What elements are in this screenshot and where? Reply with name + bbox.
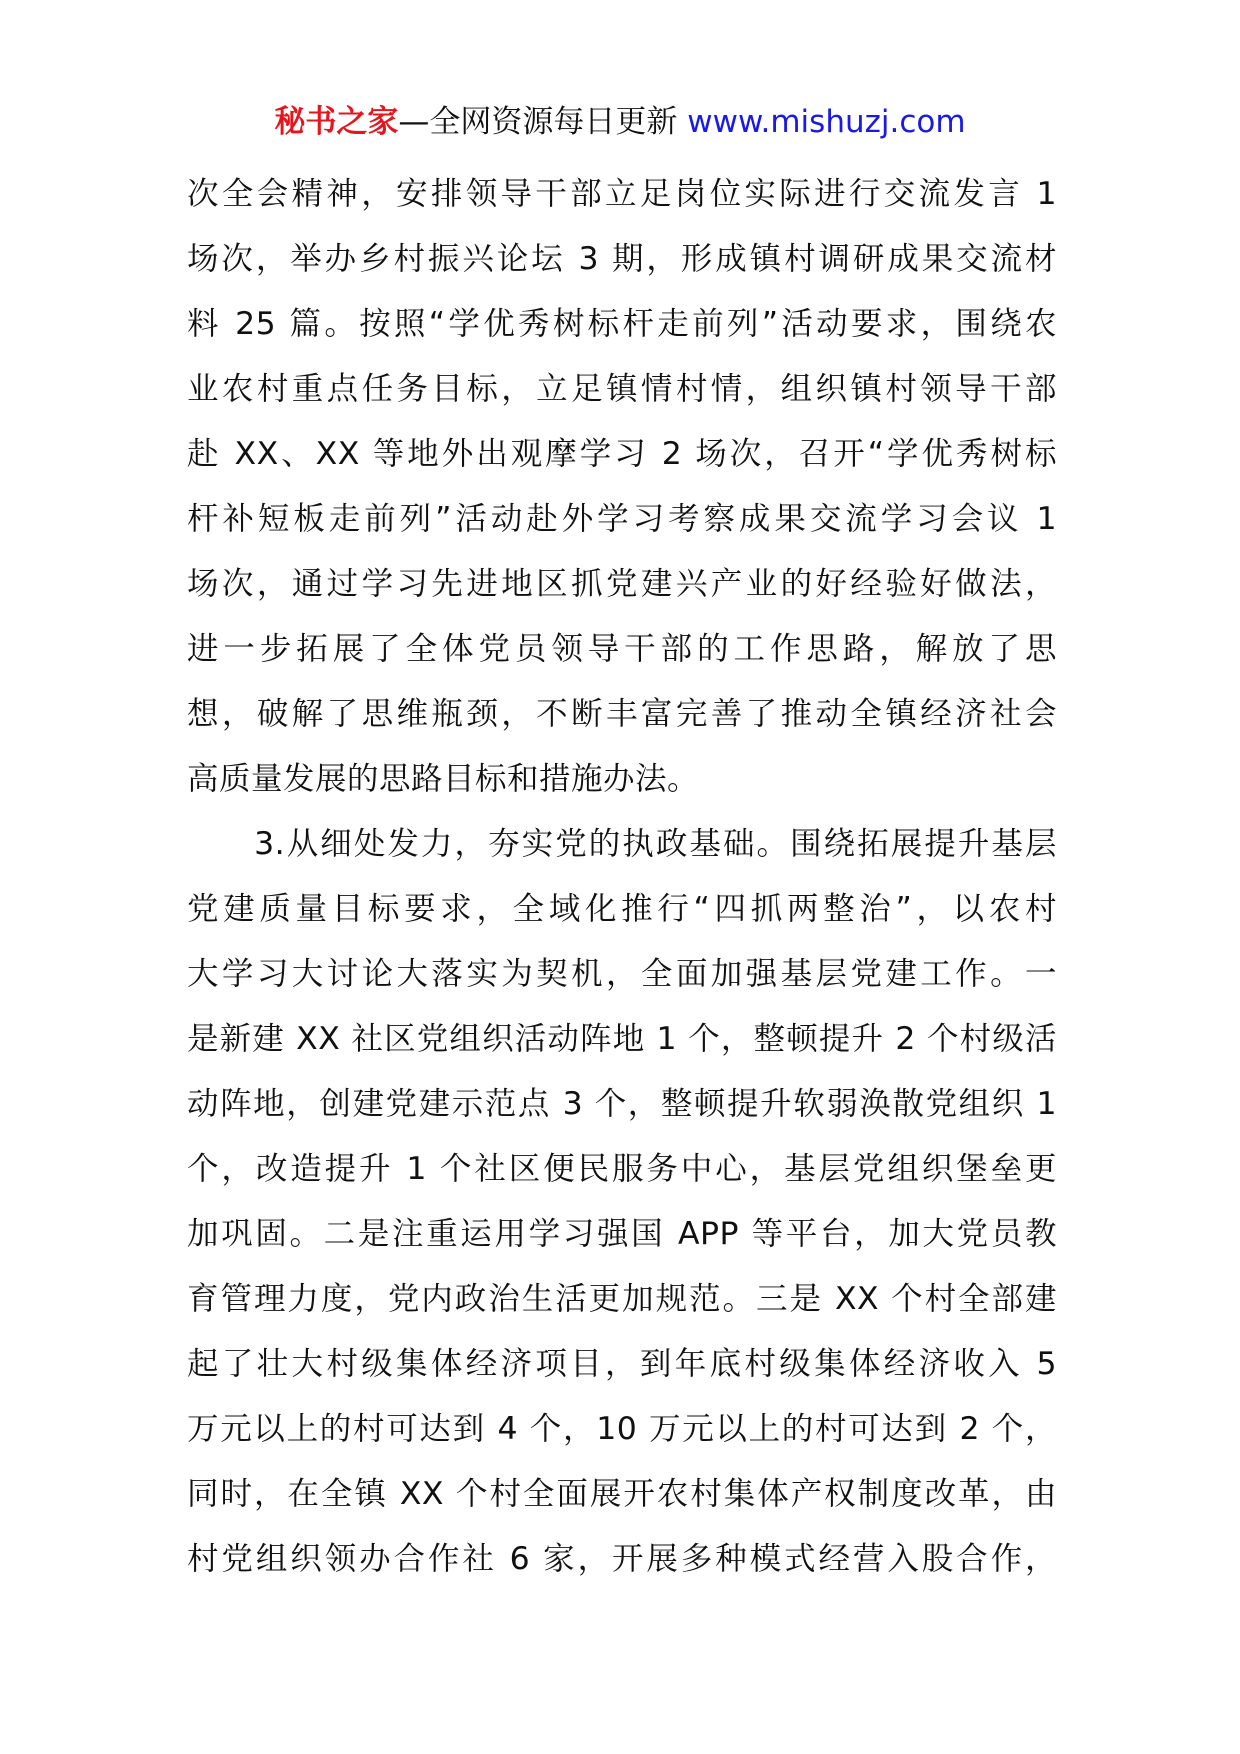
text-line: 起了壮大村级集体经济项目，到年底村级集体经济收入 5	[187, 1346, 1057, 1382]
text-line: 赴 XX、XX 等地外出观摩学习 2 场次，召开“学优秀树标	[187, 436, 1057, 472]
paragraph-heading-line: 3.从细处发力，夯实党的执政基础。围绕拓展提升基层	[187, 826, 1057, 862]
text-line: 党建质量目标要求，全域化推行“四抓两整治”，以农村	[187, 891, 1057, 927]
text-line: 大学习大讨论大落实为契机，全面加强基层党建工作。一	[187, 956, 1057, 992]
text-line: 料 25 篇。按照“学优秀树标杆走前列”活动要求，围绕农	[187, 306, 1057, 342]
website-url-link[interactable]: www.mishuzj.com	[687, 104, 966, 140]
text-line: 加巩固。二是注重运用学习强国 APP 等平台，加大党员教	[187, 1216, 1057, 1252]
text-line: 同时，在全镇 XX 个村全面展开农村集体产权制度改革，由	[187, 1476, 1057, 1512]
page-header	[0, 100, 1240, 144]
text-line: 育管理力度，党内政治生活更加规范。三是 XX 个村全部建	[187, 1281, 1057, 1317]
text-line: 动阵地，创建党建示范点 3 个，整顿提升软弱涣散党组织 1	[187, 1086, 1057, 1122]
text-line: 次全会精神，安排领导干部立足岗位实际进行交流发言 1	[187, 176, 1057, 212]
text-line: 个，改造提升 1 个社区便民服务中心，基层党组织堡垒更	[187, 1151, 1057, 1187]
document-body	[187, 162, 1057, 1592]
text-line: 万元以上的村可达到 4 个，10 万元以上的村可达到 2 个，	[187, 1411, 1057, 1447]
brand-name: 秘书之家	[274, 104, 399, 140]
text-line: 想，破解了思维瓶颈，不断丰富完善了推动全镇经济社会	[187, 696, 1057, 732]
text-line: 业农村重点任务目标，立足镇情村情，组织镇村领导干部	[187, 371, 1057, 407]
header-tagline: —全网资源每日更新	[398, 104, 688, 140]
text-line: 杆补短板走前列”活动赴外学习考察成果交流学习会议 1	[187, 501, 1057, 537]
text-line: 是新建 XX 社区党组织活动阵地 1 个，整顿提升 2 个村级活	[187, 1021, 1057, 1057]
text-line: 进一步拓展了全体党员领导干部的工作思路，解放了思	[187, 631, 1057, 667]
text-line: 场次，举办乡村振兴论坛 3 期，形成镇村调研成果交流材	[187, 241, 1057, 277]
text-line: 高质量发展的思路目标和措施办法。	[187, 761, 700, 797]
text-line: 村党组织领办合作社 6 家，开展多种模式经营入股合作，	[187, 1541, 1057, 1577]
text-line: 场次，通过学习先进地区抓党建兴产业的好经验好做法，	[187, 566, 1057, 602]
